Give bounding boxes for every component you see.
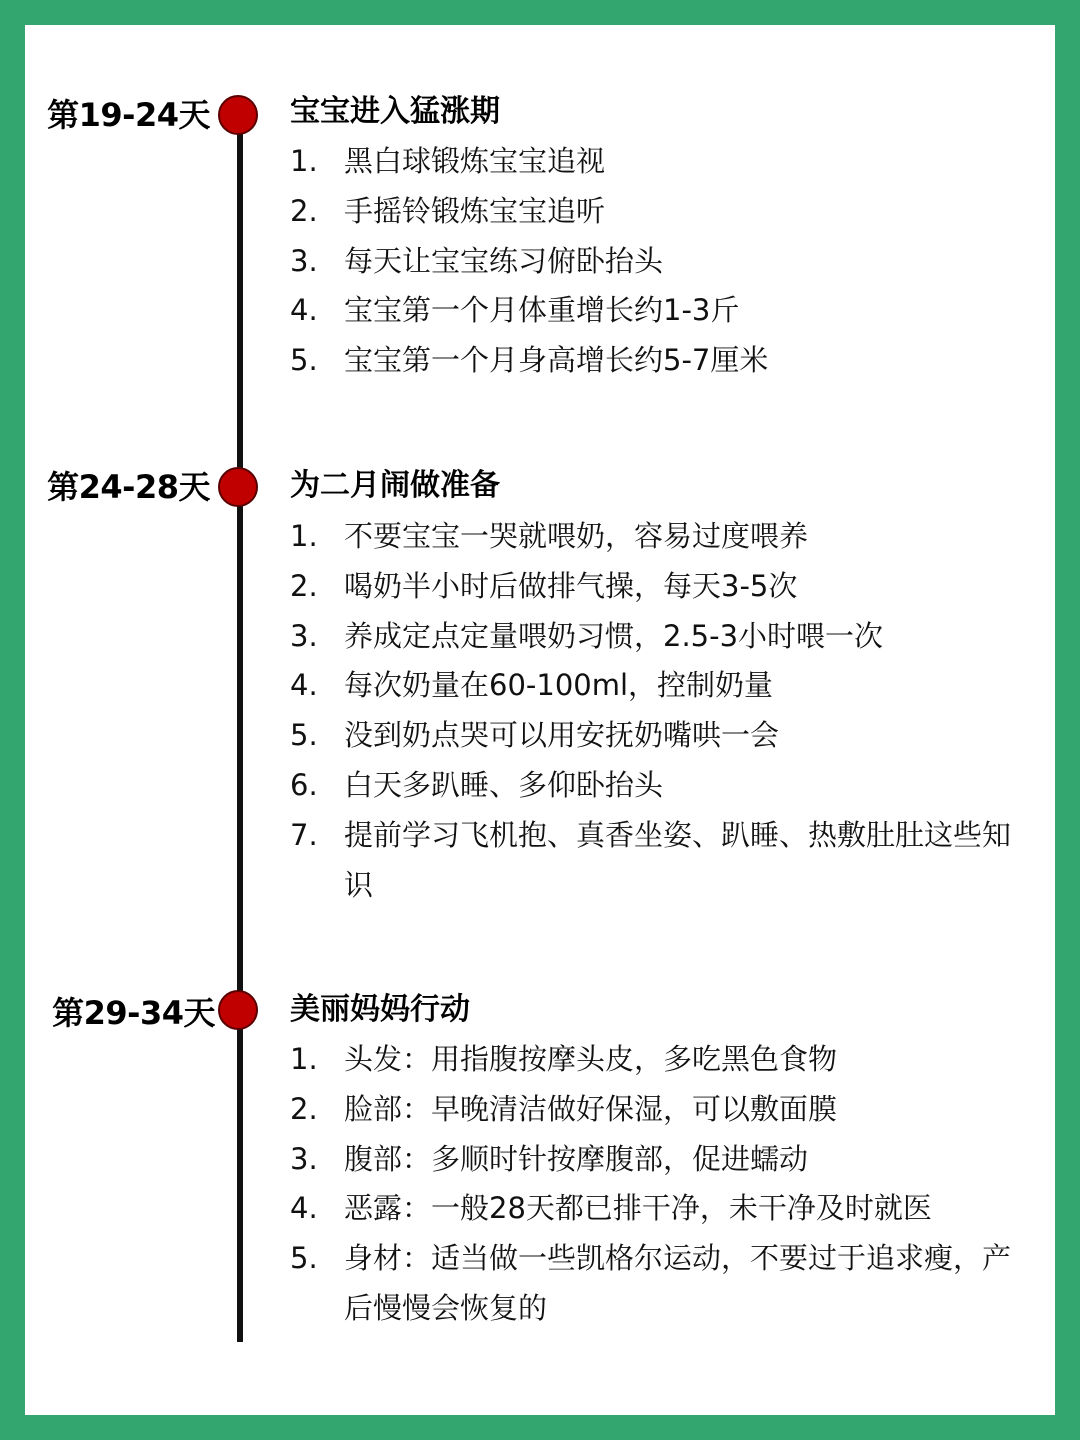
item-text: 身材：适当做一些凯格尔运动，不要过于追求瘦，产后慢慢会恢复的 [344,1241,1012,1325]
item-number: 2. [290,568,318,603]
item-list [290,1035,1030,1334]
day-label: 第24-28天 [47,468,210,506]
list-item [290,1085,1030,1135]
timeline-dot [218,990,258,1030]
list-item [290,711,1030,761]
section-title: 宝宝进入猛涨期 [290,94,500,129]
item-list [290,512,1030,910]
item-number: 4. [290,1191,318,1226]
item-text: 宝宝第一个月体重增长约1-3斤 [344,293,740,328]
item-text: 宝宝第一个月身高增长约5-7厘米 [344,343,769,378]
list-item [290,1035,1030,1085]
list-item [290,512,1030,562]
item-number: 6. [290,767,318,802]
item-number: 3. [290,618,318,653]
list-item [290,562,1030,612]
day-label: 第29-34天 [52,994,215,1032]
item-number: 1. [290,1042,318,1076]
list-item [290,1184,1030,1234]
timeline-dot [218,95,258,135]
item-number: 7. [290,817,318,852]
item-text: 养成定点定量喂奶习惯，2.5-3小时喂一次 [344,618,884,653]
item-number: 3. [290,243,318,278]
item-text: 白天多趴睡、多仰卧抬头 [344,767,664,802]
item-number: 1. [290,144,318,178]
item-number: 5. [290,343,318,378]
item-text: 手摇铃锻炼宝宝追听 [344,193,606,228]
item-text: 黑白球锻炼宝宝追视 [344,144,606,178]
item-number: 2. [290,193,318,228]
item-text: 每次奶量在60-100ml，控制奶量 [344,668,774,703]
item-text: 不要宝宝一哭就喂奶，容易过度喂养 [344,519,809,553]
list-item [290,661,1030,711]
item-number: 4. [290,293,318,328]
day-label: 第19-24天 [47,96,210,134]
list-item [290,336,1030,386]
item-number: 5. [290,1241,318,1276]
section-title: 美丽妈妈行动 [290,992,470,1027]
item-list [290,137,1030,386]
section-title: 为二月闹做准备 [290,468,500,503]
item-number: 3. [290,1141,318,1176]
list-item [290,237,1030,287]
timeline-dot [218,467,258,507]
item-text: 提前学习飞机抱、真香坐姿、趴睡、热敷肚肚这些知识 [344,817,1012,902]
timeline-line [237,110,243,1342]
list-item [290,811,1030,911]
item-text: 头发：用指腹按摩头皮，多吃黑色食物 [344,1042,838,1076]
list-item [290,761,1030,811]
item-number: 5. [290,718,318,753]
item-text: 每天让宝宝练习俯卧抬头 [344,243,664,278]
list-item [290,1135,1030,1185]
list-item [290,187,1030,237]
item-text: 脸部：早晚清洁做好保湿，可以敷面膜 [344,1091,838,1126]
item-number: 2. [290,1091,318,1126]
list-item [290,286,1030,336]
list-item [290,1234,1030,1334]
list-item [290,137,1030,187]
item-text: 没到奶点哭可以用安抚奶嘴哄一会 [344,718,780,753]
item-text: 恶露：一般28天都已排干净，未干净及时就医 [344,1191,932,1226]
list-item [290,612,1030,662]
item-text: 腹部：多顺时针按摩腹部，促进蠕动 [344,1141,809,1176]
item-number: 4. [290,668,318,703]
item-number: 1. [290,519,318,553]
item-text: 喝奶半小时后做排气操，每天3-5次 [344,568,798,603]
